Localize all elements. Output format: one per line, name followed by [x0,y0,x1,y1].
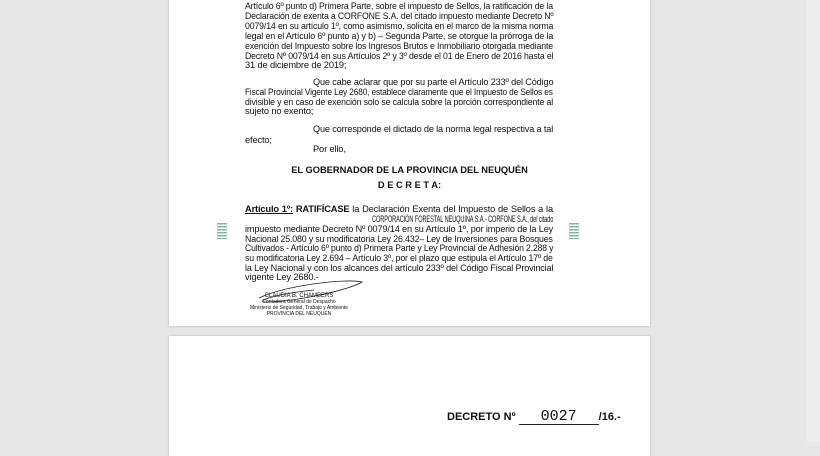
text-line: su modificatoria Ley 2.694 – Artículo 3º, por el plazo que estipula el Artículo 17º de [245,253,553,263]
document-page-1 [169,0,650,326]
text-line: Declaración de exenta a CORFONE S.A. del citado impuesto mediante Decreto Nº [245,11,554,21]
text-line: Artículo 6º punto d) Primera Parte, sobre el impuesto de Sellos, la ratificación de la [245,1,553,11]
text-line: 0079/14 en su artículo 1º, como asimismo, solicita en el marco de la misma norma [245,21,554,31]
stamp-mark-right [569,223,579,239]
decree-number-line: DECRETO Nº 0027 /16.- [447,408,621,425]
text-line: exención del Impuesto sobre los Ingresos Brutos e Inmobiliario otorgada mediante [245,41,554,51]
text-line: Fiscal Provincial Vigente Ley 2680, establece claramente que el Impuesto de Sellos es [245,87,553,97]
scrollbar[interactable] [806,0,820,442]
text-line: vigente Ley 2680.- [245,272,319,282]
decree-number: 0027 [519,410,599,425]
text-line: Que corresponde el dictado de la norma legal respectiva a tal [313,124,554,134]
text-line: sujeto no exento; [245,106,314,116]
text-line: legal en el Artículo 6º punto a) y b) – Segunda Parte, se otorgue la prórroga de la [245,31,554,41]
stamp-mark-left [217,223,227,239]
document-page-2 [169,336,650,456]
text-line: Por ello, [313,144,346,154]
text-line: Artículo 1º: RATIFÍCASE la Declaración Exenta del Impuesto de Sellos a la [245,204,553,214]
text-line: Cultivados - Artículo 6º punto d) Primera Parte y Ley Provincial de Adhesión 2.288 y [245,243,554,253]
text-line: divisible y en caso de exención solo se calcula sobre la porción correspondiente al [245,97,554,107]
text-line: Nacional 25.080 y su modificatoria Ley 26.432– Ley de Inversiones para Bosques [245,234,553,244]
text-line: Que cabe aclarar que por su parte el Artículo 233º del Código [313,77,554,87]
text-line: Decreto Nº 0079/14 en sus Artículos 2º y 3º desde el 01 de Enero de 2016 hasta el [245,51,554,61]
text-line: impuesto mediante Decreto Nº 0079/14 en su Artículo 1º, por imperio de la Ley [245,224,554,234]
text-line: la Ley Nacional y con los alcances del artículo 233º del Código Fiscal Provincial [245,263,554,273]
text-line: CORPORACIÓN FORESTAL NEUQUINA S.A.- CORFONE S.A., del citado [372,214,554,224]
heading: EL GOBERNADOR DE LA PROVINCIA DEL NEUQUÉN [291,165,528,175]
decreta-heading: D E C R E T A: [377,180,442,190]
signature-block: CLAUDIA B. CHAMBERS Contadora General de Despacho Ministerio de Seguridad, Trabajo y Ambiente PROVINCIA DEL NEUQUÉN [249,293,349,317]
text-line: 31 de diciembre de 2019; [245,60,347,70]
text-line: efecto; [245,135,272,145]
